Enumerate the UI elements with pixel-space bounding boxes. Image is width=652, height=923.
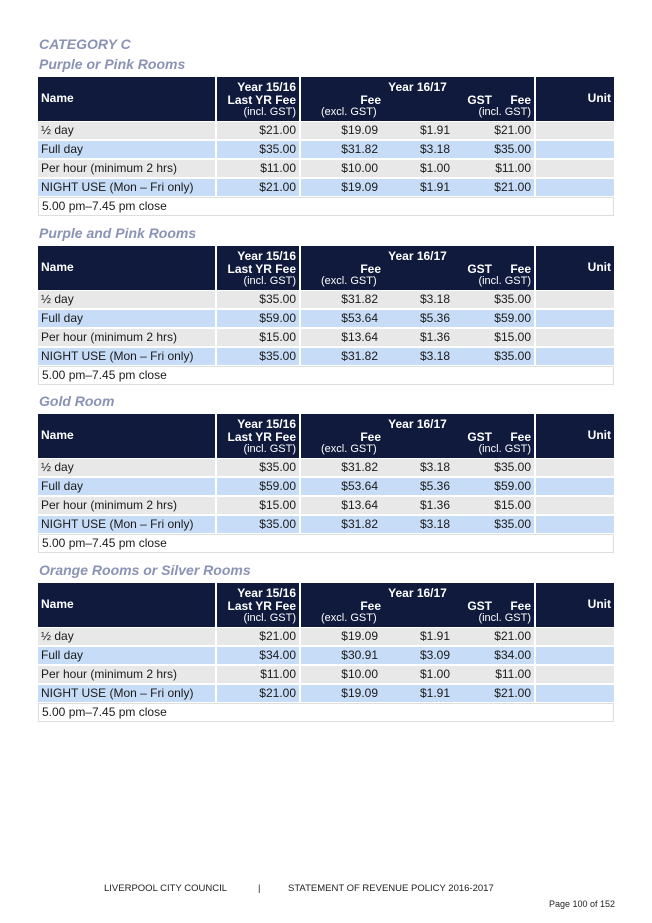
fee-table	[38, 77, 614, 216]
header-last-yr-fee: Last YR Fee	[227, 430, 296, 444]
table-note: 5.00 pm–7.45 pm close	[38, 534, 614, 553]
table-row: Full day $35.00 $31.82 $3.18 $35.00	[38, 140, 614, 159]
section-title: Purple and Pink Rooms	[39, 225, 197, 241]
table-row: NIGHT USE (Mon – Fri only) $35.00 $31.82 $3.18 $35.00	[38, 515, 614, 534]
header-name: Name	[41, 91, 74, 105]
header-incl-gst: (incl. GST)	[478, 106, 531, 118]
header-excl-gst: (excl. GST)	[321, 612, 377, 624]
header-incl-gst: (incl. GST)	[478, 275, 531, 287]
table-note: 5.00 pm–7.45 pm close	[38, 197, 614, 216]
table-header	[38, 246, 614, 290]
header-fee: Fee	[360, 262, 381, 276]
header-unit: Unit	[587, 91, 611, 105]
header-year-prev: Year 15/16	[237, 249, 296, 263]
header-year-curr: Year 16/17	[388, 249, 447, 263]
table-header	[38, 583, 614, 627]
header-fee-incl: Fee	[510, 93, 531, 107]
header-incl-gst: (incl. GST)	[243, 612, 296, 624]
header-year-curr: Year 16/17	[388, 80, 447, 94]
header-year-curr: Year 16/17	[388, 586, 447, 600]
table-row: Per hour (minimum 2 hrs) $11.00 $10.00 $1.00 $11.00	[38, 665, 614, 684]
table-note: 5.00 pm–7.45 pm close	[38, 703, 614, 722]
table-row: NIGHT USE (Mon – Fri only) $21.00 $19.09 $1.91 $21.00	[38, 684, 614, 703]
fee-table	[38, 246, 614, 385]
header-incl-gst: (incl. GST)	[243, 275, 296, 287]
page-number: Page 100 of 152	[549, 899, 616, 909]
header-last-yr-fee: Last YR Fee	[227, 93, 296, 107]
header-fee-incl: Fee	[510, 599, 531, 613]
header-unit: Unit	[587, 428, 611, 442]
table-row: ½ day $35.00 $31.82 $3.18 $35.00	[38, 290, 614, 309]
table-header	[38, 414, 614, 458]
header-year-prev: Year 15/16	[237, 586, 296, 600]
table-header	[38, 77, 614, 121]
section-title: Orange Rooms or Silver Rooms	[39, 562, 251, 578]
header-gst: GST	[467, 599, 492, 613]
section-title: Gold Room	[39, 393, 115, 409]
header-excl-gst: (excl. GST)	[321, 275, 377, 287]
category-heading: CATEGORY C	[39, 36, 131, 52]
table-row: Full day $59.00 $53.64 $5.36 $59.00	[38, 309, 614, 328]
footer-org: LIVERPOOL CITY COUNCIL	[104, 883, 228, 894]
table-row: ½ day $21.00 $19.09 $1.91 $21.00	[38, 627, 614, 646]
header-name: Name	[41, 428, 74, 442]
header-gst: GST	[467, 93, 492, 107]
table-row: ½ day $35.00 $31.82 $3.18 $35.00	[38, 458, 614, 477]
header-fee: Fee	[360, 93, 381, 107]
header-year-prev: Year 15/16	[237, 417, 296, 431]
header-name: Name	[41, 260, 74, 274]
header-fee: Fee	[360, 430, 381, 444]
table-row: Per hour (minimum 2 hrs) $11.00 $10.00 $1.00 $11.00	[38, 159, 614, 178]
header-fee-incl: Fee	[510, 262, 531, 276]
header-excl-gst: (excl. GST)	[321, 106, 377, 118]
header-fee-incl: Fee	[510, 430, 531, 444]
table-row: ½ day $21.00 $19.09 $1.91 $21.00	[38, 121, 614, 140]
header-incl-gst: (incl. GST)	[243, 443, 296, 455]
table-row: NIGHT USE (Mon – Fri only) $21.00 $19.09 $1.91 $21.00	[38, 178, 614, 197]
fee-table	[38, 583, 614, 722]
header-incl-gst: (incl. GST)	[478, 443, 531, 455]
table-row: Per hour (minimum 2 hrs) $15.00 $13.64 $1.36 $15.00	[38, 496, 614, 515]
header-incl-gst: (incl. GST)	[243, 106, 296, 118]
header-year-prev: Year 15/16	[237, 80, 296, 94]
header-incl-gst: (incl. GST)	[478, 612, 531, 624]
header-last-yr-fee: Last YR Fee	[227, 262, 296, 276]
header-unit: Unit	[587, 597, 611, 611]
header-last-yr-fee: Last YR Fee	[227, 599, 296, 613]
table-row: Full day $34.00 $30.91 $3.09 $34.00	[38, 646, 614, 665]
header-unit: Unit	[587, 260, 611, 274]
footer-separator: |	[258, 883, 261, 894]
header-gst: GST	[467, 262, 492, 276]
header-year-curr: Year 16/17	[388, 417, 447, 431]
table-row: NIGHT USE (Mon – Fri only) $35.00 $31.82 $3.18 $35.00	[38, 347, 614, 366]
header-gst: GST	[467, 430, 492, 444]
table-row: Per hour (minimum 2 hrs) $15.00 $13.64 $1.36 $15.00	[38, 328, 614, 347]
section-title: Purple or Pink Rooms	[39, 56, 186, 72]
fee-table	[38, 414, 614, 553]
header-fee: Fee	[360, 599, 381, 613]
header-name: Name	[41, 597, 74, 611]
table-note: 5.00 pm–7.45 pm close	[38, 366, 614, 385]
table-row: Full day $59.00 $53.64 $5.36 $59.00	[38, 477, 614, 496]
footer-doc-title: STATEMENT OF REVENUE POLICY 2016-2017	[288, 883, 494, 894]
header-excl-gst: (excl. GST)	[321, 443, 377, 455]
